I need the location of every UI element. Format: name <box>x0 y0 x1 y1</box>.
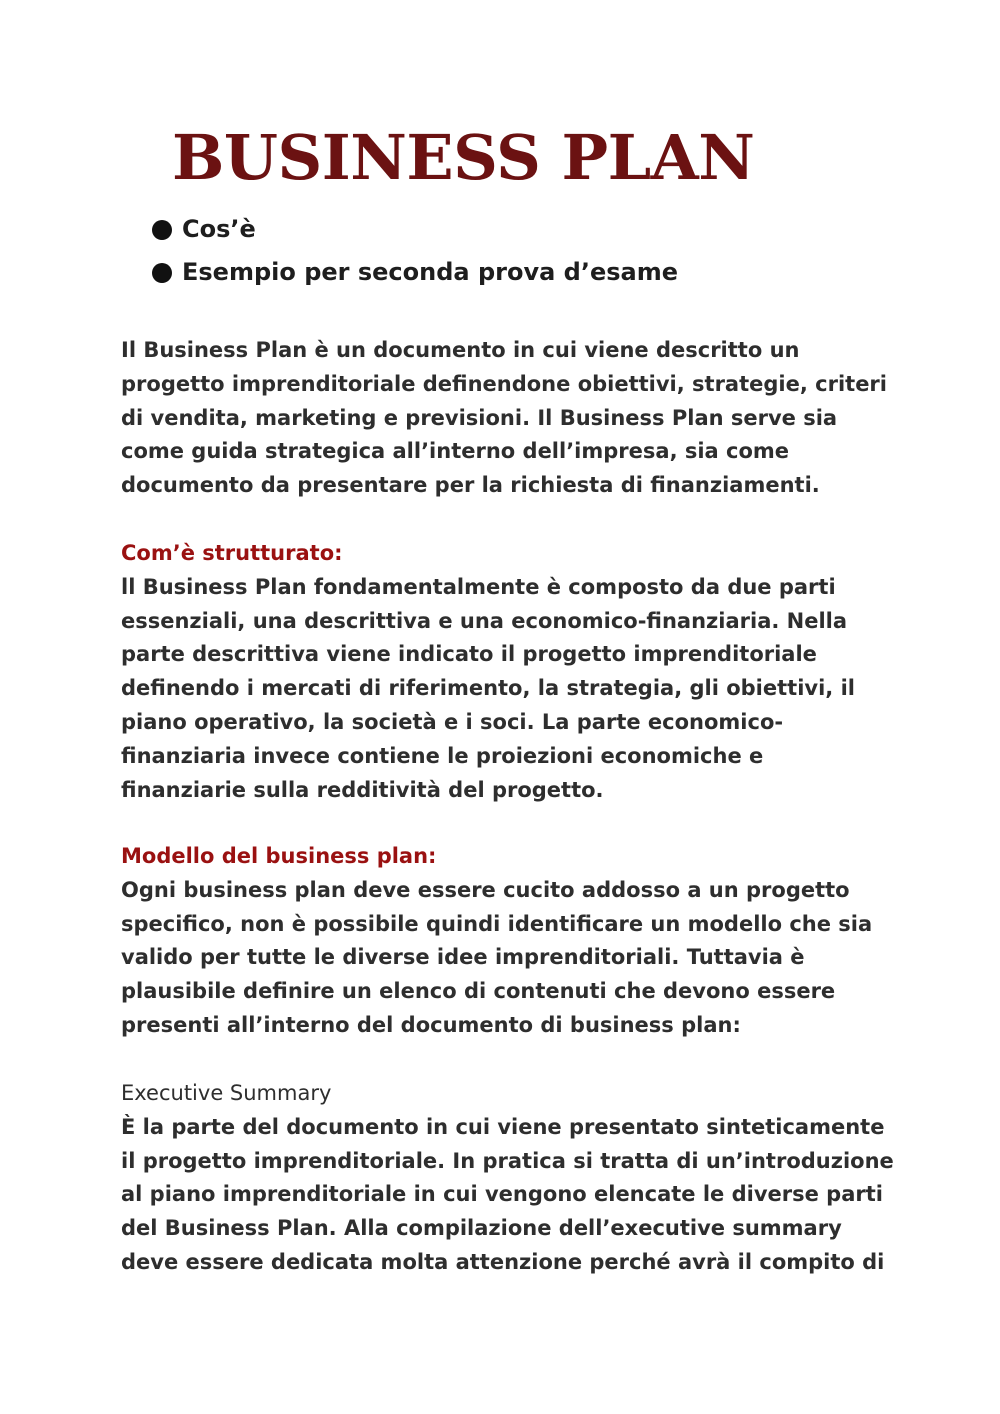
paragraph-line: valido per tutte le diverse idee imprenditoriali. Tuttavia è <box>121 945 805 970</box>
paragraph-line: il progetto imprenditoriale. In pratica si tratta di un’introduzione <box>121 1148 894 1173</box>
paragraph-line: Ogni business plan deve essere cucito addosso a un progetto <box>121 877 850 902</box>
bullet-icon <box>152 220 172 240</box>
paragraph-line: essenziali, una descrittiva e una economico-finanziaria. Nella <box>121 608 848 633</box>
paragraph-line: documento da presentare per la richiesta di finanziamenti. <box>121 473 820 498</box>
paragraph-line: specifico, non è possibile quindi identificare un modello che sia <box>121 911 873 936</box>
section-heading: Modello del business plan: <box>121 844 437 868</box>
topic-label: Cos’è <box>182 215 256 243</box>
model-section <box>121 840 901 1043</box>
topic-item <box>152 251 678 294</box>
paragraph-line: al piano imprenditoriale in cui vengono elencate le diverse parti <box>121 1182 883 1207</box>
paragraph-line: finanziarie sulla redditività del progetto. <box>121 777 604 802</box>
paragraph-line: piano operativo, la società e i soci. La parte economico- <box>121 709 784 734</box>
paragraph-line: deve essere dedicata molta attenzione perché avrà il compito di <box>121 1249 885 1274</box>
topic-item <box>152 208 678 251</box>
paragraph-line: parte descrittiva viene indicato il progetto imprenditoriale <box>121 642 817 667</box>
subsection-heading: Executive Summary <box>121 1081 332 1105</box>
paragraph-line: come guida strategica all’interno dell’impresa, sia come <box>121 439 790 464</box>
page-title: BUSINESS PLAN <box>172 121 755 194</box>
paragraph-line: finanziaria invece contiene le proiezioni economiche e <box>121 743 764 768</box>
section-heading: Com’è strutturato: <box>121 541 343 565</box>
intro-paragraph <box>121 334 901 503</box>
bullet-icon <box>152 263 172 283</box>
paragraph-line: progetto imprenditoriale definendone obiettivi, strategie, criteri <box>121 371 887 396</box>
topic-label: Esempio per seconda prova d’esame <box>182 258 678 286</box>
paragraph-line: presenti all’interno del documento di business plan: <box>121 1012 741 1037</box>
paragraph-line: plausibile definire un elenco di contenuti che devono essere <box>121 979 836 1004</box>
structure-section <box>121 537 901 807</box>
paragraph-line: ll Business Plan fondamentalmente è composto da due parti <box>121 574 836 599</box>
paragraph-line: del Business Plan. Alla compilazione dell’executive summary <box>121 1216 842 1241</box>
paragraph-line: Il Business Plan è un documento in cui viene descritto un <box>121 338 800 362</box>
paragraph-line: di vendita, marketing e previsioni. Il Business Plan serve sia <box>121 405 838 430</box>
paragraph-line: definendo i mercati di riferimento, la strategia, gli obiettivi, il <box>121 676 855 701</box>
paragraph-line: È la parte del documento in cui viene presentato sinteticamente <box>121 1114 885 1139</box>
topic-list <box>152 208 678 294</box>
executive-summary-section <box>121 1077 901 1280</box>
